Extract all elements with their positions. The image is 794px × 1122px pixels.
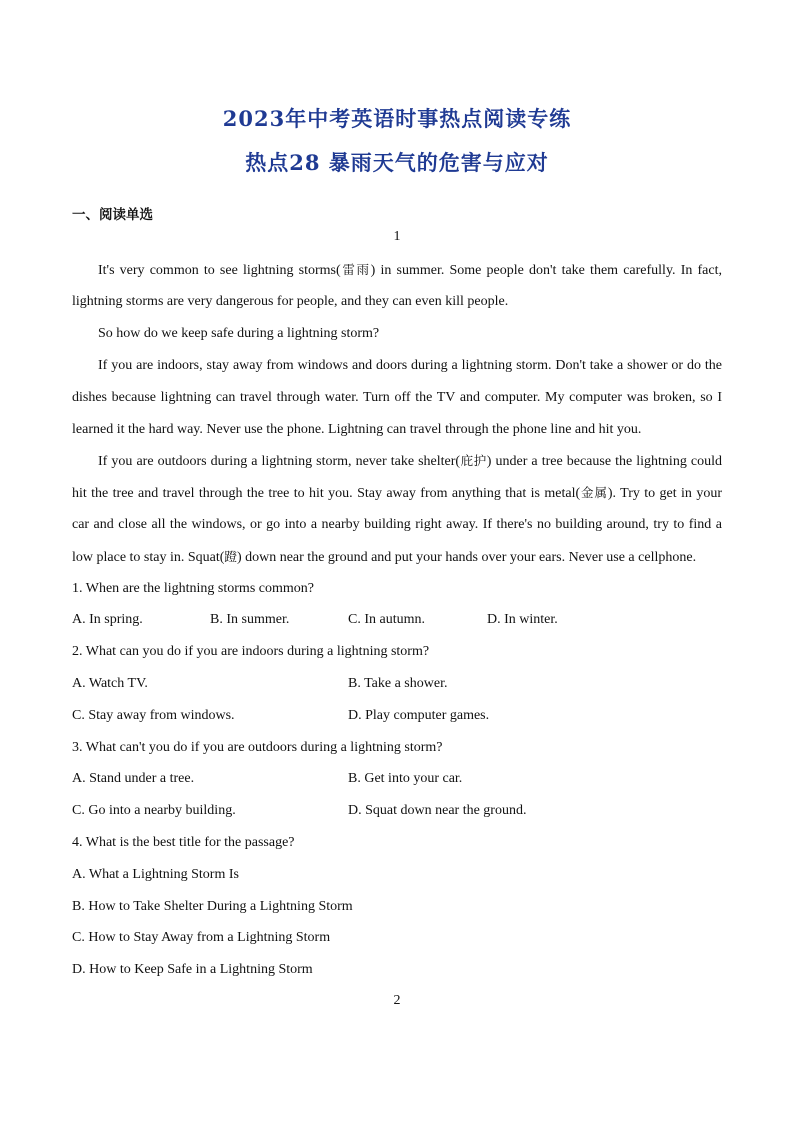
option-2c[interactable]: C. Stay away from windows. (72, 708, 235, 723)
passage-number: 1 (393, 229, 401, 244)
passage-line: car and close all the windows, or go into a nearby building right away. If there's no building around, try to find a (72, 517, 722, 532)
passage-line: If you are outdoors during a lightning storm, never take shelter(庇护) under a tree because the lightning could (98, 453, 722, 469)
passage-line: hit the tree and travel through the tree to hit you. Stay away from anything that is metal(金属). Try to get in your (72, 485, 722, 501)
passage-line: low place to stay in. Squat(蹬) down near the ground and put your hands over your ears. Never use a cellphone. (72, 549, 697, 565)
passage-line: It's very common to see lightning storms(雷雨) in summer. Some people don't take them carefully. In fact, (98, 262, 722, 278)
passage-line: lightning storms are very dangerous for people, and they can even kill people. (72, 294, 509, 309)
option-2b[interactable]: B. Take a shower. (348, 676, 448, 691)
passage-line: So how do we keep safe during a lightning storm? (98, 326, 380, 341)
option-3a[interactable]: A. Stand under a tree. (72, 771, 195, 786)
option-4c[interactable]: C. How to Stay Away from a Lightning Storm (72, 930, 331, 945)
page-title: 2023年中考英语时事热点阅读专练 (222, 106, 572, 131)
page-subtitle: 热点28 暴雨天气的危害与应对 (245, 150, 549, 175)
question-3: 3. What can't you do if you are outdoors during a lightning storm? (72, 740, 443, 755)
passage-line: If you are indoors, stay away from windows and doors during a lightning storm. Don't take a shower or do the (98, 358, 722, 373)
option-1c[interactable]: C. In autumn. (348, 612, 425, 627)
option-1a[interactable]: A. In spring. (72, 612, 143, 627)
question-1: 1. When are the lightning storms common? (72, 581, 314, 596)
option-4d[interactable]: D. How to Keep Safe in a Lightning Storm (72, 962, 313, 977)
option-3c[interactable]: C. Go into a nearby building. (72, 803, 236, 818)
passage-line: learned it the hard way. Never use the phone. Lightning can travel through the phone line and hit you. (72, 422, 642, 437)
option-1b[interactable]: B. In summer. (210, 612, 290, 627)
section-heading: 一、阅读单选 (72, 207, 153, 223)
next-passage-number: 2 (393, 993, 401, 1008)
option-2d[interactable]: D. Play computer games. (348, 708, 490, 723)
option-4b[interactable]: B. How to Take Shelter During a Lightning Storm (72, 899, 353, 914)
option-3d[interactable]: D. Squat down near the ground. (348, 803, 527, 818)
option-4a[interactable]: A. What a Lightning Storm Is (72, 867, 239, 882)
passage-line: dishes because lightning can travel through water. Turn off the TV and computer. My computer was broken, so I (72, 390, 722, 405)
option-3b[interactable]: B. Get into your car. (348, 771, 463, 786)
option-2a[interactable]: A. Watch TV. (72, 676, 148, 691)
question-2: 2. What can you do if you are indoors during a lightning storm? (72, 644, 430, 659)
option-1d[interactable]: D. In winter. (487, 612, 558, 627)
question-4: 4. What is the best title for the passage? (72, 835, 295, 850)
